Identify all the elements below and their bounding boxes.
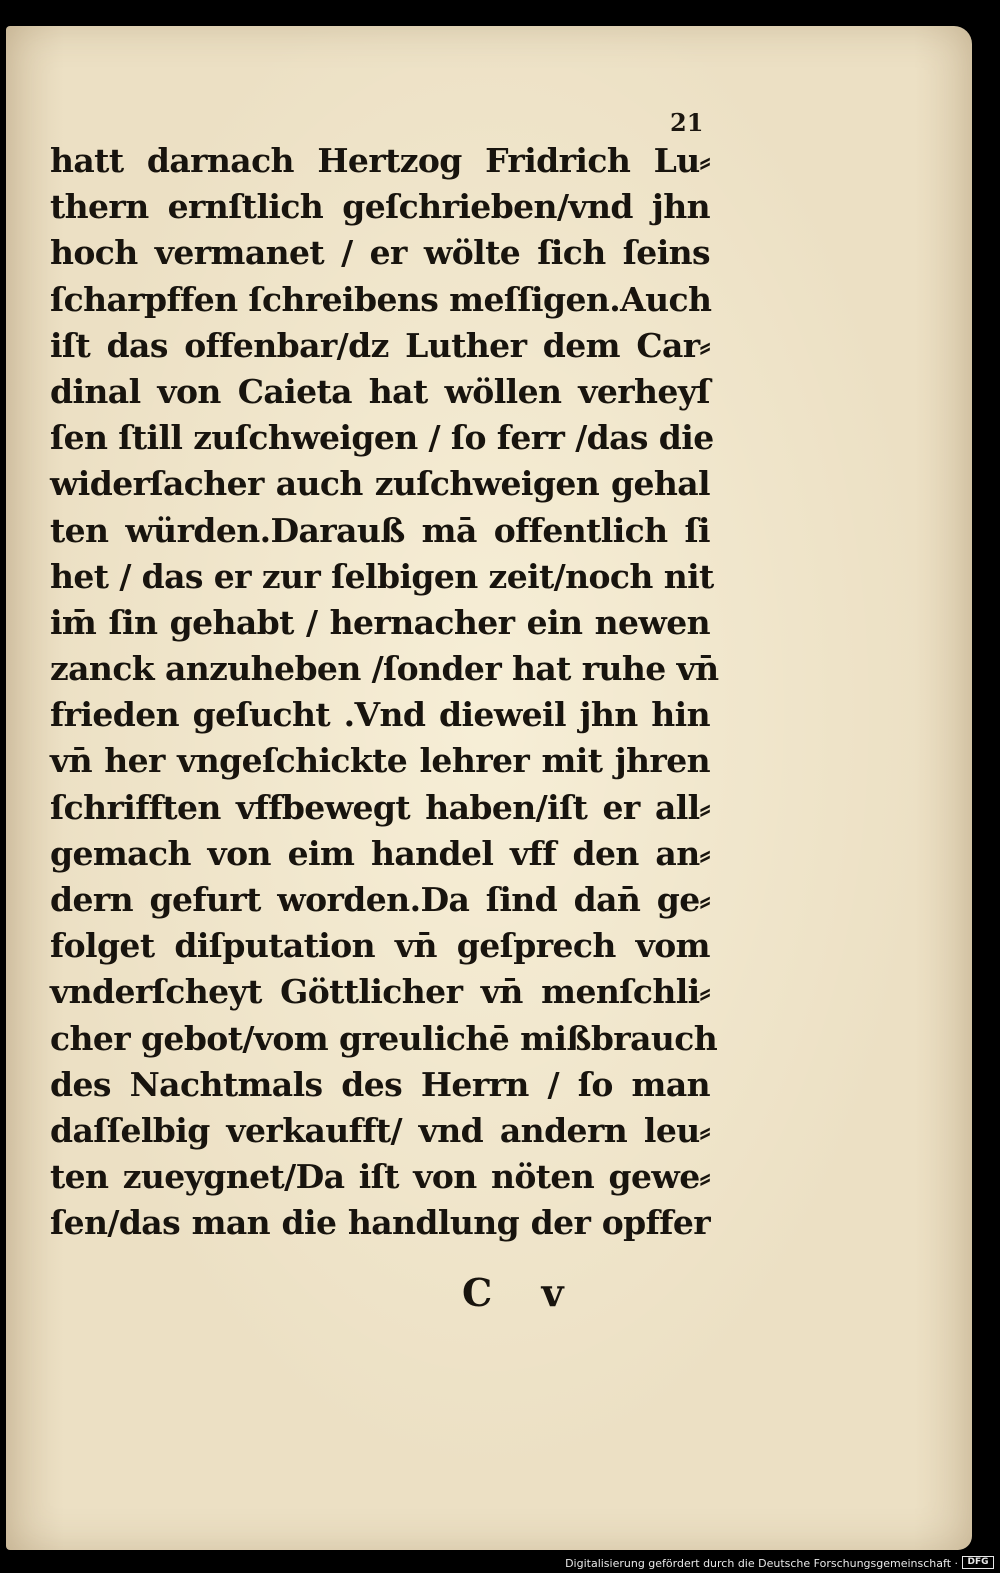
text-line: het / das er zur ſelbigen zeit/noch nit xyxy=(50,556,714,596)
text-line: des Nachtmals des Herrn / ſo man xyxy=(50,1064,710,1104)
text-line: dinal von Caieta hat wöllen verheyſ xyxy=(50,371,710,411)
text-line: ſchrifften vffbewegt haben/iſt er all⸗ xyxy=(50,787,710,827)
text-line: cher gebot/vom greulichē mißbrauch xyxy=(50,1018,718,1058)
text-line: dern gefurt worden.Da ſind dan̄ ge⸗ xyxy=(50,880,710,919)
text-line: thern ernſtlich geſchrieben/vnd jhn xyxy=(50,187,710,227)
text-line: iſt das offenbar/dz Luther dem Car⸗ xyxy=(50,325,710,365)
text-line: vnderſcheyt Göttlicher vn̄ menſchli⸗ xyxy=(50,972,710,1012)
text-line: daſſelbig verkaufft/ vnd andern leu⸗ xyxy=(50,1110,710,1150)
text-line: ten würden.Darauß mā offentlich ſi xyxy=(50,510,710,550)
text-line: frieden geſucht .Vnd dieweil jhn hin xyxy=(50,695,710,735)
text-line: ſcharpffen ſchreibens meſſigen.Auch xyxy=(50,279,712,319)
text-line: folget diſputation vn̄ geſprech vom xyxy=(50,926,710,966)
footer-credit: Digitalisierung gefördert durch die Deutsche Forschungsgemeinschaft · xyxy=(565,1557,958,1570)
page-number: 21 xyxy=(670,108,704,137)
text-line: zanck anzuheben /ſonder hat ruhe vn̄ xyxy=(50,649,719,689)
text-line: vn̄ her vngeſchickte lehrer mit jhren xyxy=(50,741,710,781)
text-line: hoch vermanet / er wölte ſich ſeins xyxy=(50,233,710,273)
signature-mark: C v xyxy=(462,1270,564,1315)
text-line: widerſacher auch zuſchweigen gehal xyxy=(50,464,710,504)
text-line: im̄ ſin gehabt / hernacher ein newen xyxy=(50,602,710,642)
text-line: ten zueygnet/Da iſt von nöten gewe⸗ xyxy=(50,1157,710,1197)
text-line: ſen ſtill zuſchweigen / ſo ferr /das die xyxy=(50,418,714,458)
text-line: hatt darnach Hertzog Fridrich Lu⸗ xyxy=(50,141,710,180)
text-line: ſen/das man die handlung der opffer xyxy=(50,1203,710,1243)
dfg-logo: DFG xyxy=(962,1556,994,1569)
body-text xyxy=(50,138,719,1247)
text-line: gemach von eim handel vff den an⸗ xyxy=(50,833,710,873)
